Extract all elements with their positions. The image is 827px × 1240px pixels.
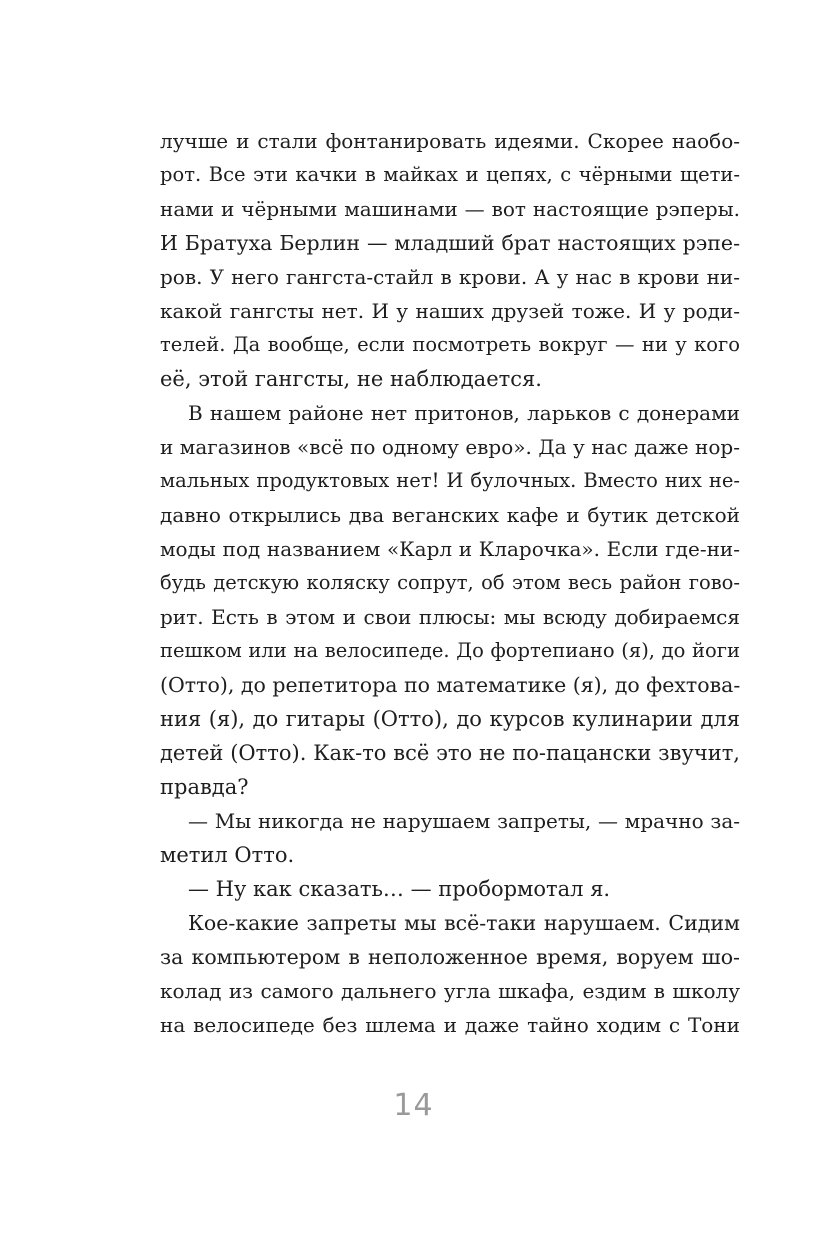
text-line: колад из самого дальнего угла шкафа, ездим в школу (160, 979, 740, 1003)
page-body-text (160, 124, 740, 1042)
text-line: моды под названием «Карл и Кларочка». Если где-ни- (160, 537, 740, 561)
text-line: давно открылись два веганских кафе и бутик детской (160, 503, 740, 527)
dialogue-line: — Ну как сказать… — пробормотал я. (188, 877, 611, 901)
text-line: ния (я), до гитары (Отто), до курсов кулинарии для (160, 707, 740, 731)
text-line: ров. У него гангста-стайл в крови. А у нас в крови ни- (160, 265, 740, 289)
text-line: метил Отто. (160, 843, 295, 867)
paragraph-first-line: В нашем районе нет притонов, ларьков с донерами (188, 401, 740, 425)
text-line: лучше и стали фонтанировать идеями. Скорее наобо- (160, 129, 740, 153)
text-line: пешком или на велосипеде. До фортепиано (я), до йоги (160, 639, 740, 662)
text-line: рот. Все эти качки в майках и цепях, с чёрными щети- (160, 163, 740, 186)
text-line: за компьютером в неположенное время, воруем шо- (160, 945, 740, 969)
paragraph-first-line: Кое-какие запреты мы всё-таки нарушаем. Сидим (188, 911, 740, 935)
dialogue-line: — Мы никогда не нарушаем запреты, — мрачно за- (188, 809, 740, 833)
text-line: нами и чёрными машинами — вот настоящие рэперы. (160, 197, 740, 221)
text-line: и магазинов «всё по одному евро». Да у нас даже нор- (160, 435, 740, 459)
text-line: на велосипеде без шлема и даже тайно ходим с Тони (160, 1013, 740, 1037)
text-line: И Братуха Берлин — младший брат настоящих рэпе- (160, 231, 740, 255)
text-line: телей. Да вообще, если посмотреть вокруг — ни у кого (160, 333, 740, 356)
text-line: её, этой гангсты, не наблюдается. (160, 367, 542, 391)
text-line: какой гангсты нет. И у наших друзей тоже. И у роди- (160, 299, 740, 323)
text-line: будь детскую коляску сопрут, об этом весь район гово- (160, 571, 740, 594)
text-line: рит. Есть в этом и свои плюсы: мы всюду добираемся (160, 605, 740, 629)
text-line: правда? (160, 775, 249, 799)
page-number: 14 (393, 1088, 434, 1123)
text-line: (Отто), до репетитора по математике (я), до фехтова- (160, 673, 741, 697)
text-line: мальных продуктовых нет! И булочных. Вместо них не- (160, 469, 740, 492)
text-line: детей (Отто). Как-то всё это не по-пацански звучит, (160, 741, 740, 765)
